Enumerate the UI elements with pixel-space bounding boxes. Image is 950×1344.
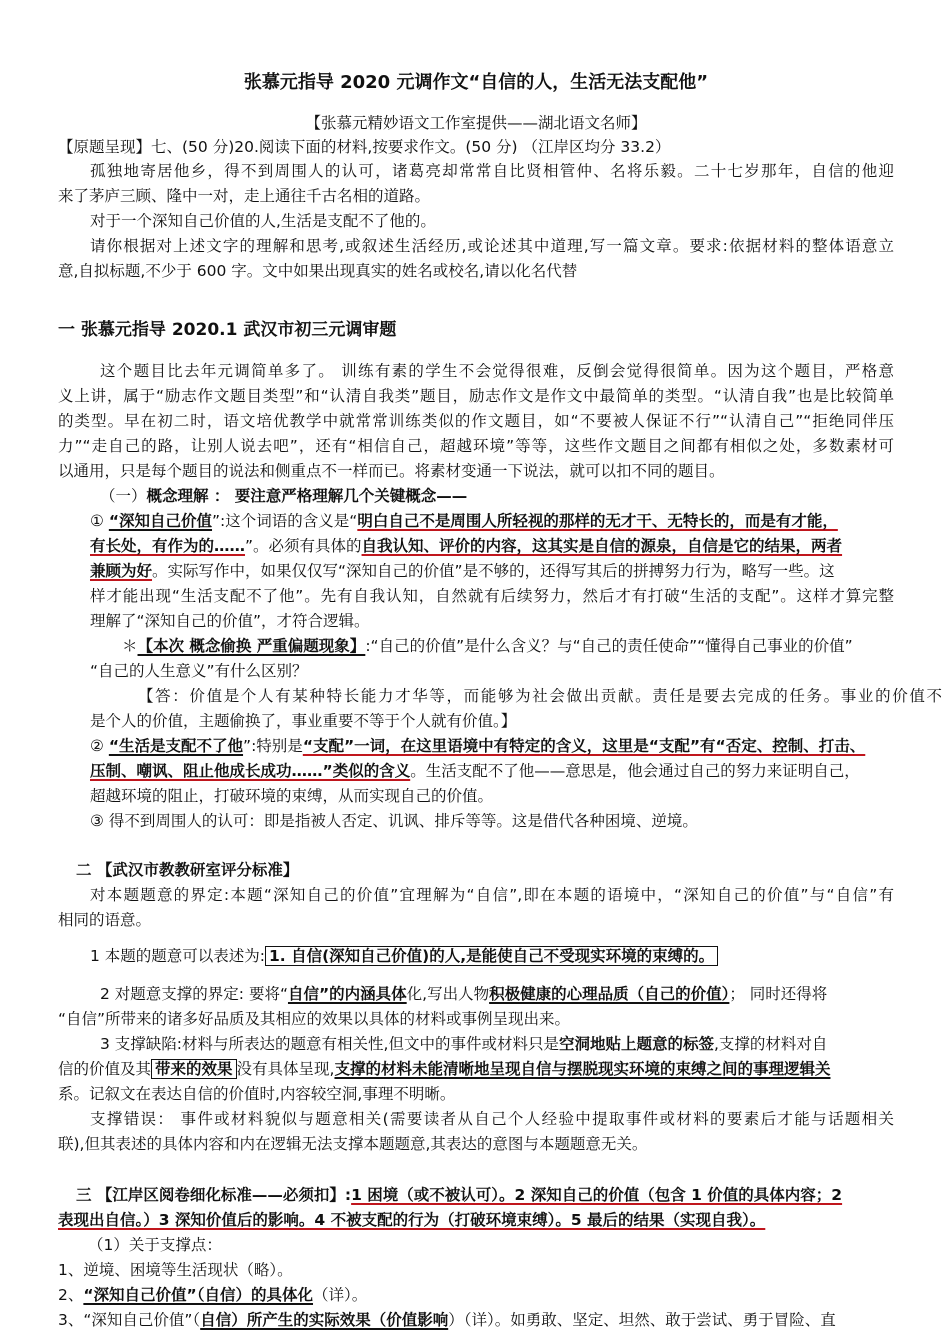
section-heading-2: 二 【武汉市教教研室评分标准】: [76, 861, 299, 879]
prompt-line: 来了茅庐三顾、隆中一对，走上通往千古名相的道路。: [58, 187, 431, 205]
boxed-statement: 1. 自信(深知自己价值)的人,是能使自己不受现实环境的束缚的。: [265, 946, 718, 966]
body-line: 的类型。早在初二时，语文培优教学中就常常训练类似的作文题目，如“不要被人保证不行”“认清自己”“拒绝同伴压: [58, 412, 894, 430]
note-line: ＊【本次 概念偷换 严重偏题现象】:“自己的价值”是什么含义？与“自己的责任使命”“懂得自己事业的价值”: [122, 637, 853, 655]
concept-1: 有长处，有作为的……”。必须有具体的自我认知、评价的内容，这其实是自信的源泉，自信是它的结果，两者: [90, 537, 843, 555]
body-line: 这个题目比去年元调简单多了。 训练有素的学生不会觉得很难，反倒会觉得很简单。因为这个题目，严格意: [100, 362, 894, 380]
prompt-line: 孤独地寄居他乡，得不到周围人的认可，诸葛亮却常常自比贤相管仲、名将乐毅。二十七岁那年，自信的他迎: [90, 162, 894, 180]
section-heading-1: 一 张慕元指导 2020.1 武汉市初三元调审题: [58, 320, 397, 340]
prompt-line: 【原题呈现】七、(50 分)20.阅读下面的材料,按要求作文。(50 分) （江岸区均分 33.2）: [58, 138, 671, 156]
standard-3: 信的价值及其 带来的效果 没有具体呈现,支撑的材料未能清晰地呈现自信与摆脱现实环境的束缚之间的事理逻辑关: [58, 1060, 831, 1078]
concept-2: 压制、嘲讽、阻止他成长成功……”类似的含义。生活支配不了他——意思是，他会通过自己的努力来证明自己，: [90, 762, 860, 780]
body-line: 义上讲，属于“励志作文题目类型”和“认清自我类”题目，励志作文是作文中最简单的类型。“认清自我”也是比较简单: [58, 387, 894, 405]
list-item: 1、逆境、困境等生活现状（略）。: [58, 1261, 293, 1279]
list-item: 2、“深知自己价值”（自信）的具体化（详）。: [58, 1286, 368, 1304]
subheading: （1）关于支撑点：: [88, 1236, 222, 1254]
list-item: 3、“深知自己价值”（自信）所产生的实际效果（价值影响）（详）。如勇敢、坚定、坦然、敢于尝试、勇于冒险、直: [58, 1311, 836, 1329]
concept-1: 兼顾为好。实际写作中，如果仅仅写“深知自己的价值”是不够的，还得写其后的拼搏努力行为，略写一些。这: [90, 562, 835, 580]
standard-3: 3 支撑缺陷:材料与所表达的题意有相关性,但文中的事件或材料只是空洞地贴上题意的标签,支撑的材料对自: [100, 1035, 828, 1053]
answer-line: 【答：价值是个人有某种特长能力才华等，而能够为社会做出贡献。责任是要去完成的任务。事业的价值不: [138, 687, 942, 705]
concept-heading: （一）概念理解 ： 要注意严格理解几个关键概念——: [100, 487, 468, 505]
standard-2: “自信”所带来的诸多好品质及其相应的效果以具体的材料或事例呈现出来。: [58, 1010, 571, 1028]
concept-3: ③ 得不到周围人的认可：即是指被人否定、讥讽、排斥等等。这是借代各种困境、逆境。: [90, 812, 698, 830]
body-line: 联),但其表述的具体内容和内在逻辑无法支撑本题题意,其表达的意图与本题题意无关。: [58, 1135, 648, 1153]
body-line: 相同的语意。: [58, 911, 152, 929]
prompt-line: 请你根据对上述文字的理解和思考,或叙述生活经历,或论述其中道理,写一篇文章。要求:依据材料的整体语意立: [90, 237, 894, 255]
section-heading-3: 三 【江岸区阅卷细化标准——必须扣】:1 困境（或不被认可）。2 深知自己的价值（包含 1 价值的具体内容；2: [76, 1186, 843, 1204]
concept-1: 样才能出现“生活支配不了他”。先有自我认知，自然就有后续努力，然后才有打破“生活的支配”。这样才算完整: [90, 587, 894, 605]
body-line: 对本题题意的界定:本题“深知自己的价值”宜理解为“自信”,即在本题的语境中，“深知自己的价值”与“自信”有: [90, 886, 894, 904]
body-line: 支撑错误： 事件或材料貌似与题意相关(需要读者从自己个人经验中提取事件或材料的要素后才能与话题相关: [90, 1110, 894, 1128]
standard-1: 1 本题的题意可以表述为: 1. 自信(深知自己价值)的人,是能使自己不受现实环境的束缚的。: [90, 944, 926, 968]
body-line: 以通用，只是每个题目的说法和侧重点不一样而已。将素材变通一下说法，就可以扣不同的题目。: [58, 462, 725, 480]
concept-2: 超越环境的阻止，打破环境的束缚，从而实现自己的价值。: [90, 787, 494, 805]
standard-3: 系。记叙文在表达自信的价值时,内容较空洞,事理不明晰。: [58, 1085, 456, 1103]
body-line: 力”“走自己的路，让别人说去吧”，还有“相信自己，超越环境”等等，这些作文题目之间都有相似之处，多数素材可: [58, 437, 894, 455]
concept-1: 理解了“深知自己的价值”，才符合逻辑。: [90, 612, 370, 630]
concept-2: ② “生活是支配不了他”:特别是“支配”一词，在这里语境中有特定的含义，这里是“支配”有“否定、控制、打击、: [90, 737, 866, 755]
prompt-line: 意,自拟标题,不少于 600 字。文中如果出现真实的姓名或校名,请以化名代替: [58, 262, 578, 280]
section-heading-3: 表现出自信。）3 深知价值后的影响。4 不被支配的行为（打破环境束缚）。5 最后的结果（实现自我）。: [58, 1211, 766, 1229]
document-title: 张慕元指导 2020 元调作文“自信的人，生活无法支配他”: [243, 72, 709, 93]
note-line: “自己的人生意义”有什么区别？: [90, 662, 308, 680]
provider-line: 【张慕元精妙语文工作室提供——湖北语文名师】: [305, 114, 647, 132]
prompt-line: 对于一个深知自己价值的人,生活是支配不了他的。: [90, 212, 436, 230]
answer-line: 是个人的价值，主题偷换了，事业重要不等于个人就有价值。】: [90, 712, 517, 730]
standard-2: 2 对题意支撑的界定: 要将“自信”的内涵具体化,写出人物积极健康的心理品质（自己的价值）； 同时还得将: [100, 985, 828, 1003]
concept-1: ① “深知自己价值”:这个词语的含义是“明白自己不是周围人所轻视的那样的无才干、无特长的，而是有才能，: [90, 512, 838, 530]
